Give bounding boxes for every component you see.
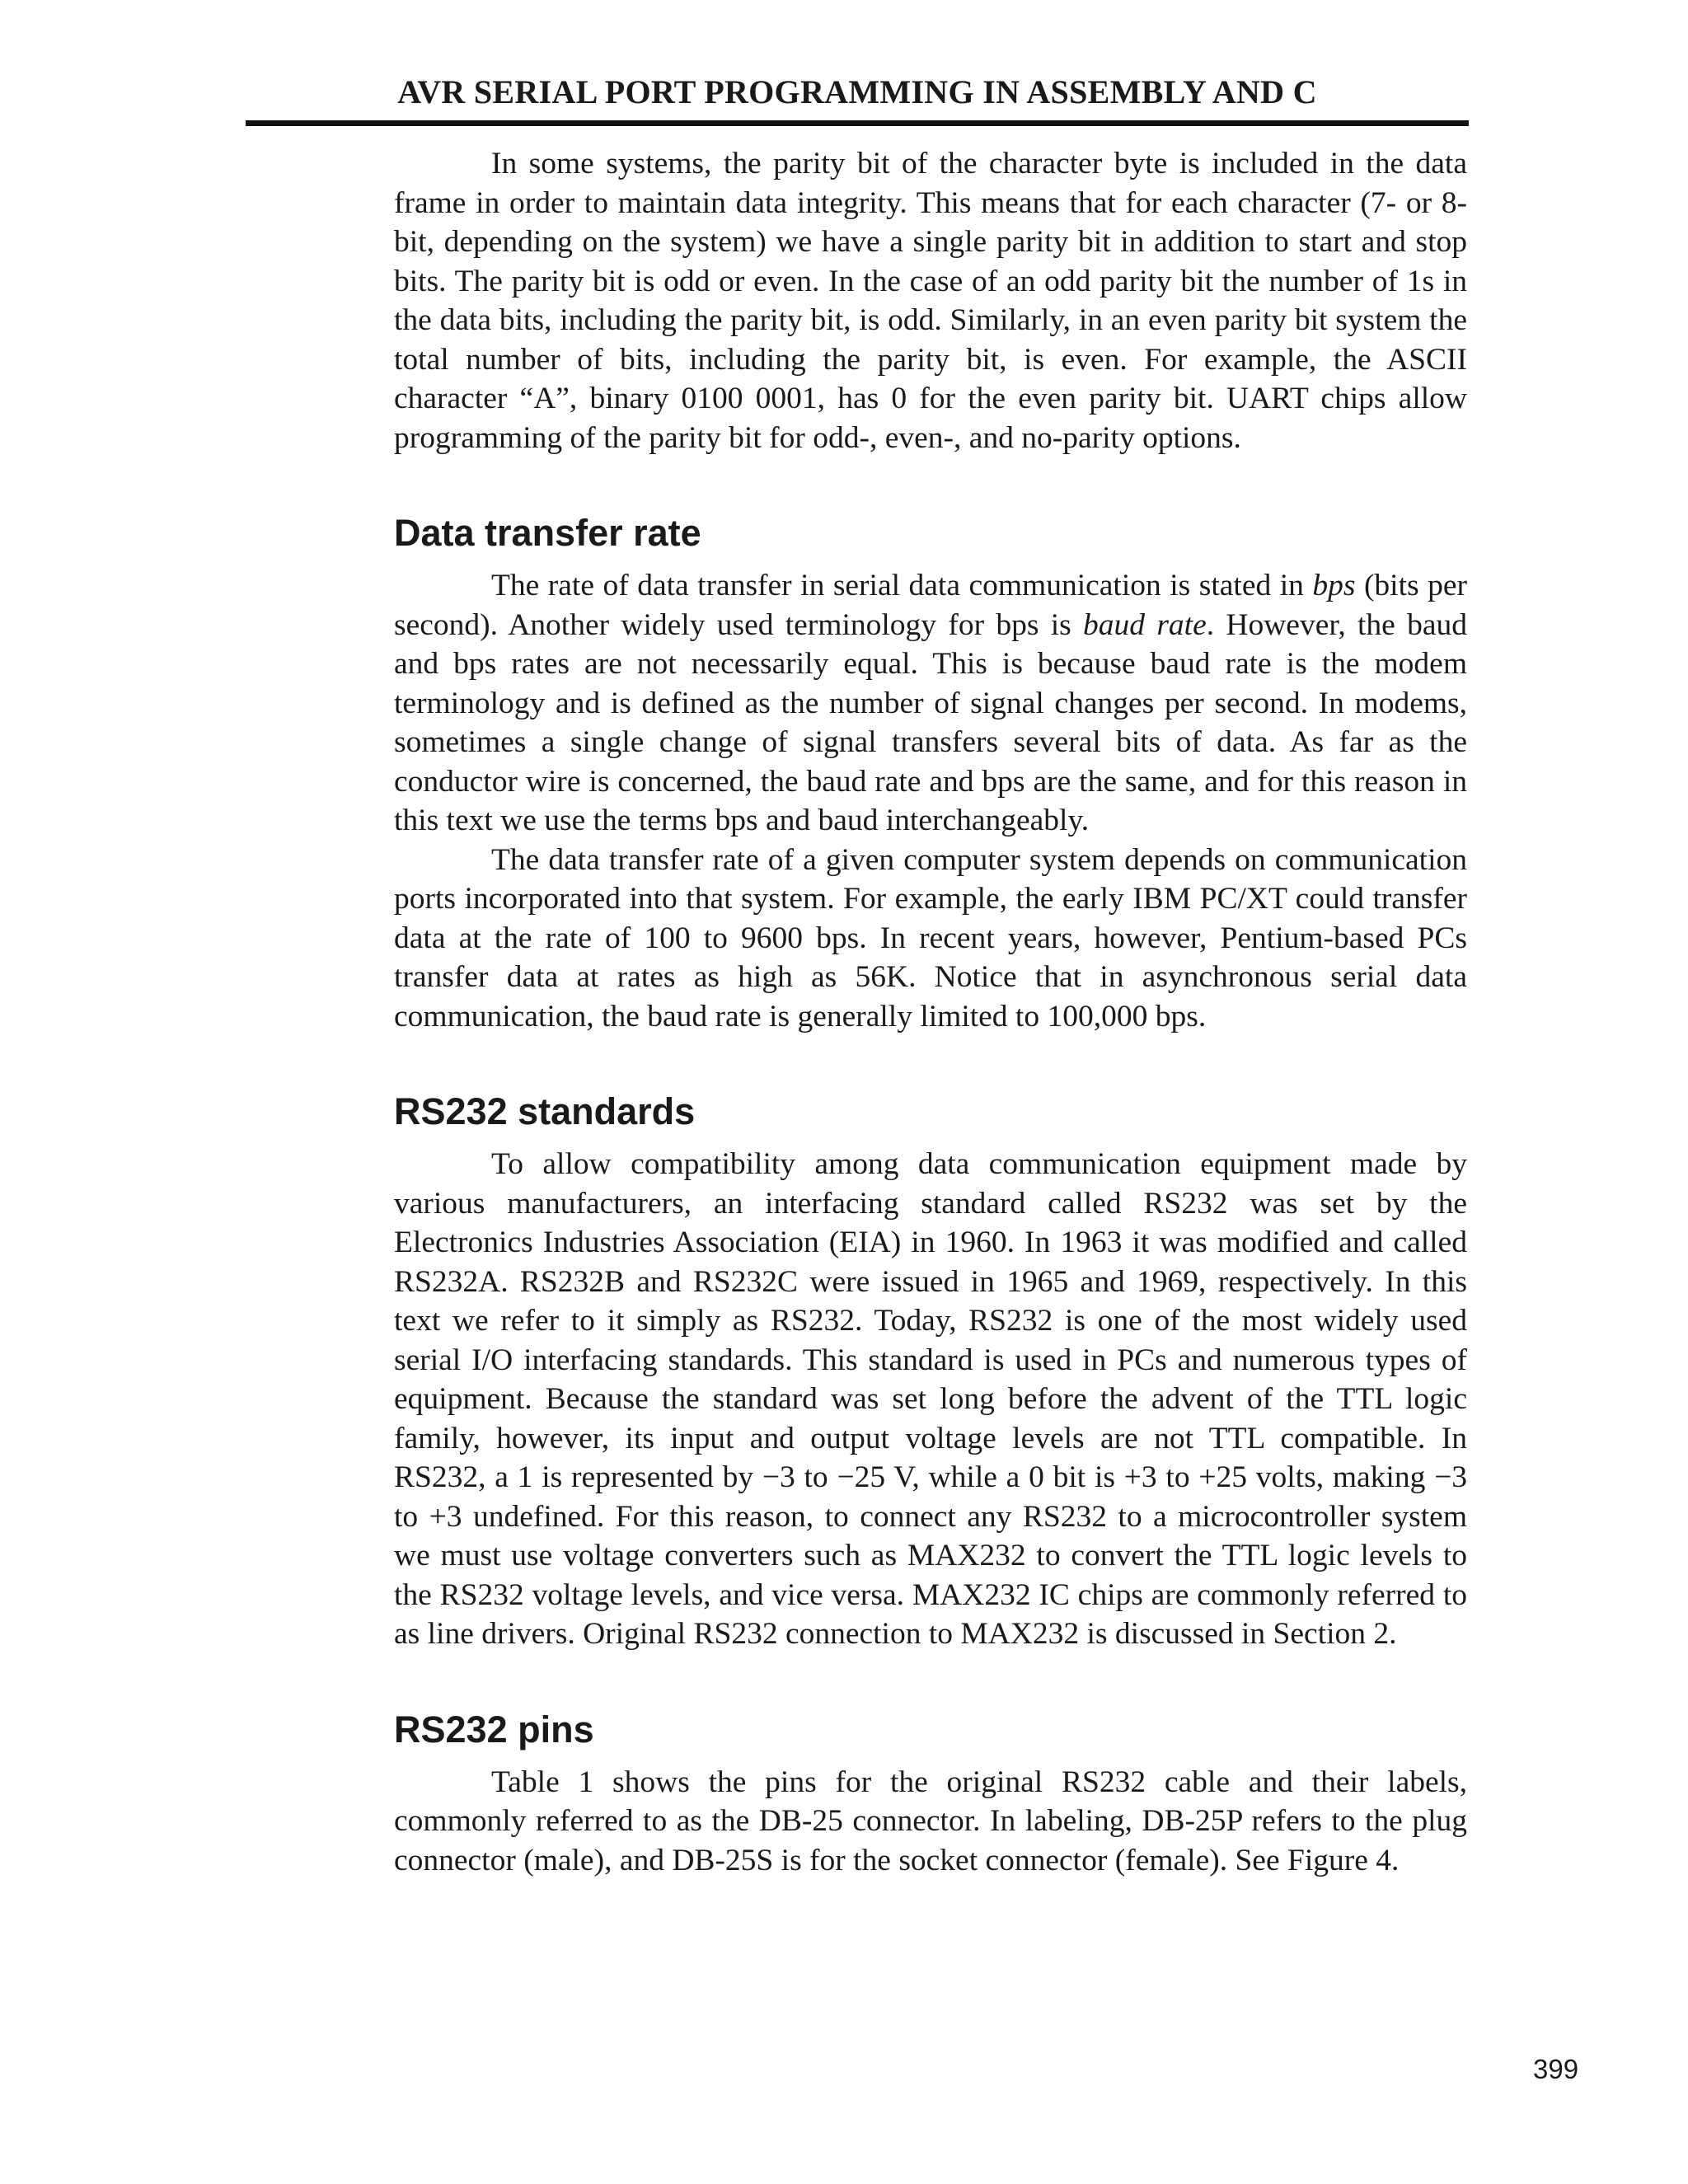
rs232-pins-paragraph: Table 1 shows the pins for the original RS232 cable and their labels, commonly referred to as the DB-25 connector. In labeling, DB-25P refers to the plug connector (male), and DB-25S is for the socket connector (female). See Figure 4. [394,1765,1467,1877]
rs232-standards-paragraph: To allow compatibility among data communication equipment made by various manufacturers, an interfacing standard called RS232 was set by the Electronics Industries Association (EIA) in 1960. In 1963 it was modified and called RS232A. RS232B and RS232C were issued in 1965 and 1969, respectively. In this text we refer to it simply as RS232. Today, RS232 is one of the most widely used serial I/O interfacing standards. This standard is used in PCs and numerous types of equipment. Because the standard was set long before the advent of the TTL logic family, however, its input and output voltage levels are not TTL compatible. In RS232, a 1 is represented by −3 to −25 V, while a 0 bit is +3 to +25 volts, making −3 to +3 undefined. For this reason, to connect any RS232 to a microcontroller system we must use voltage converters such as MAX232 to convert the TTL logic levels to the RS232 voltage levels, and vice versa. MAX232 IC chips are commonly referred to as line drivers. Original RS232 connection to MAX232 is discussed in Section 2. [394,1147,1467,1651]
term-bps: bps [1312,569,1356,602]
page-number: 399 [1533,2054,1579,2084]
section-heading-data-transfer-rate: Data transfer rate [394,512,701,554]
section-heading-rs232-pins: RS232 pins [394,1708,594,1750]
section-heading-rs232-standards: RS232 standards [394,1090,696,1132]
page-body [394,144,1467,1880]
running-head: AVR SERIAL PORT PROGRAMMING IN ASSEMBLY AND C [397,73,1317,110]
data-transfer-paragraph-2: The data transfer rate of a given computer system depends on communication ports incorporated into that system. For example, the early IBM PC/XT could transfer data at the rate of 100 to 9600 bps. In recent years, however, Pentium-based PCs transfer data at rates as high as 56K. Notice that in asynchronous serial data communication, the baud rate is generally limited to 100,000 bps. [394,842,1467,1033]
term-baud-rate: baud rate [1083,607,1207,642]
data-transfer-paragraph-1 [394,566,1467,841]
text-run: (bits per second). Another widely used terminology for bps is [394,569,1467,642]
text-run: . However, the baud and bps rates are not necessarily equal. This is because baud rate is the modem terminology and is defined as the number of signal changes per second. In modems, sometimes a single change of signal transfers several bits of data. As far as the conductor wire is concerned, the baud rate and bps are the same, and for this reason in this text we use the terms bps and baud interchangeably. [394,607,1467,837]
text-run: The rate of data transfer in serial data communication is stated in [491,569,1313,602]
intro-paragraph: In some systems, the parity bit of the character byte is included in the data frame in order to maintain data integrity. This means that for each character (7- or 8-bit, depending on the system) we have a single parity bit in addition to start and stop bits. The parity bit is odd or even. In the case of an odd parity bit the number of 1s in the data bits, including the parity bit, is odd. Similarly, in an even parity bit system the total number of bits, including the parity bit, is even. For example, the ASCII character “A”, binary 0100 0001, has 0 for the even parity bit. UART chips allow programming of the parity bit for odd-, even-, and no-parity options. [394,147,1467,455]
header-rule [246,120,1469,126]
